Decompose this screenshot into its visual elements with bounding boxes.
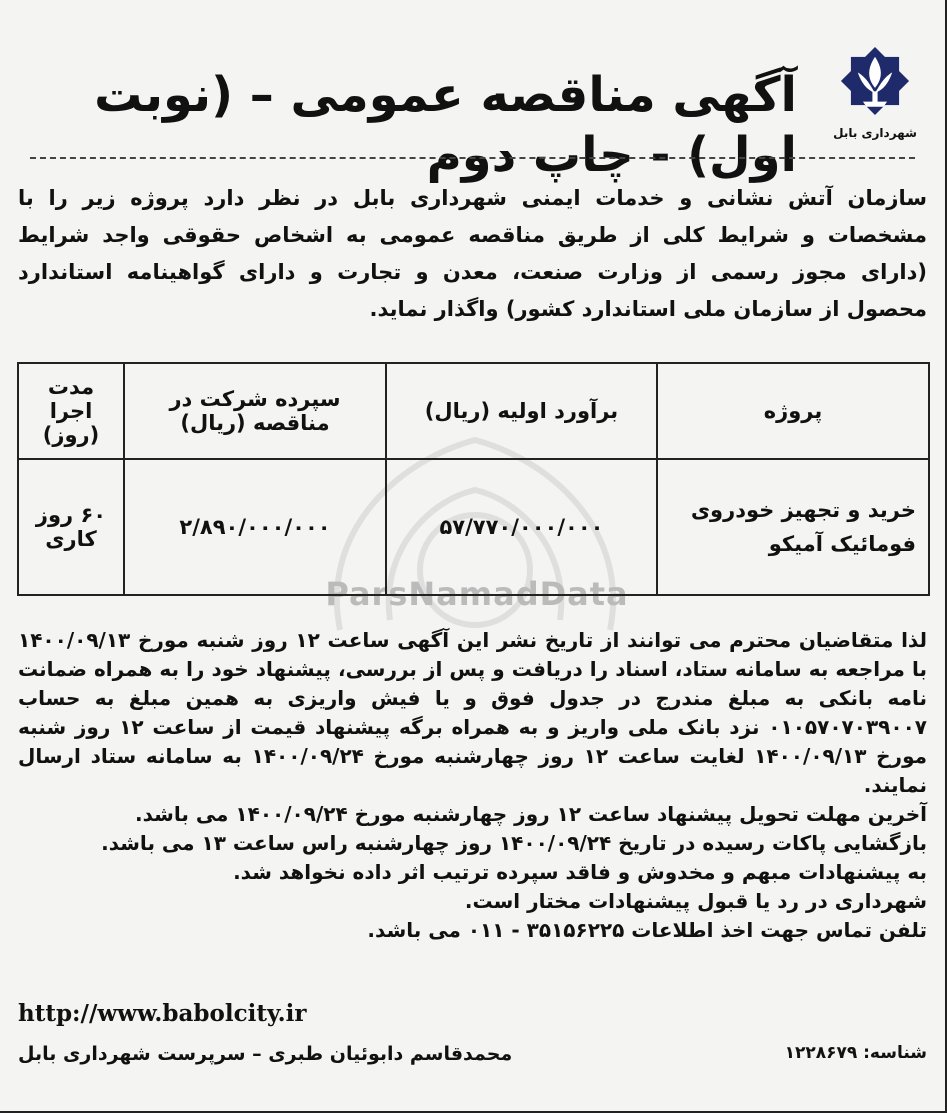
- conditions-paragraph-5: شهرداری در رد یا قبول پیشنهادات مختار است.: [464, 889, 927, 913]
- header-deposit: سپرده شرکت در مناقصه (ریال): [124, 363, 386, 459]
- signature-line: محمدقاسم دابوئیان طبری – سرپرست شهرداری بابل: [18, 1043, 513, 1065]
- website-link[interactable]: http://www.babolcity.ir: [18, 1000, 307, 1027]
- ad-id-code: شناسه: ۱۲۲۸۶۷۹: [784, 1043, 927, 1063]
- cell-deposit: ۲/۸۹۰/۰۰۰/۰۰۰: [124, 459, 386, 595]
- header-duration: مدت اجرا (روز): [18, 363, 124, 459]
- cell-estimate: ۵۷/۷۷۰/۰۰۰/۰۰۰: [386, 459, 657, 595]
- watermark-text: ParsNamadData: [325, 575, 629, 613]
- header-divider: [30, 157, 915, 159]
- header-estimate: برآورد اولیه (ریال): [386, 363, 657, 459]
- conditions-paragraph-2: آخرین مهلت تحویل پیشنهاد ساعت ۱۲ روز چهارشنبه مورخ ۱۴۰۰/۰۹/۲۴ می باشد.: [135, 802, 927, 826]
- conditions-paragraph-4: به پیشنهادات مبهم و مخدوش و فاقد سپرده ترتیب اثر داده نخواهد شد.: [233, 860, 927, 884]
- cell-duration: ۶۰ روز کاری: [18, 459, 124, 595]
- conditions-text: [18, 626, 927, 945]
- intro-paragraph: سازمان آتش نشانی و خدمات ایمنی شهرداری بابل در نظر دارد پروژه زیر را با مشخصات و شرایط کلی از طریق مناقصه عمومی به اشخاص حقوقی واجد شرایط (دارای مجوز رسمی از وزارت صنعت، معدن و تجارت و دارای گواهینامه استاندارد محصول از سازمان ملی استاندارد کشور) واگذار نماید.: [18, 186, 927, 321]
- conditions-paragraph-3: بازگشایی پاکات رسیده در تاریخ ۱۴۰۰/۰۹/۲۴ روز چهارشنبه راس ساعت ۱۳ می باشد.: [101, 831, 927, 855]
- table-row: [18, 459, 929, 595]
- cell-project: خرید و تجهیز خودروی فومائیک آمیکو: [657, 459, 929, 595]
- page-title: آگهی مناقصه عمومی – (نوبت اول) - چاپ دوم: [94, 67, 797, 183]
- header-project: پروژه: [657, 363, 929, 459]
- logo-caption: شهرداری بابل: [833, 126, 917, 140]
- table-header-row: [18, 363, 929, 459]
- conditions-paragraph-1: لذا متقاضیان محترم می توانند از تاریخ نشر این آگهی ساعت ۱۲ روز شنبه مورخ ۱۴۰۰/۰۹/۱۳ با مراجعه به سامانه ستاد، اسناد را دریافت و پس از بررسی، پیشنهاد خود را به همراه ضمانت نامه بانکی به مبلغ مندرج در جدول فوق و یا فیش واریزی به همین مبلغ به حساب ۰۱۰۵۷۰۷۰۳۹۰۰۷ نزد بانک ملی واریز و به همراه برگه پیشنهاد قیمت از ساعت ۱۲ روز شنبه مورخ ۱۴۰۰/۰۹/۱۳ لغایت ساعت ۱۲ روز چهارشنبه مورخ ۱۴۰۰/۰۹/۲۴ به سامانه ستاد ارسال نمایند.: [18, 628, 927, 797]
- municipality-logo: [825, 38, 925, 158]
- header: [0, 20, 947, 183]
- tender-table: [17, 362, 930, 596]
- conditions-paragraph-6: تلفن تماس جهت اخذ اطلاعات ۳۵۱۵۶۲۲۵ - ۰۱۱ می باشد.: [367, 918, 927, 942]
- babol-municipality-emblem-icon: [832, 38, 918, 124]
